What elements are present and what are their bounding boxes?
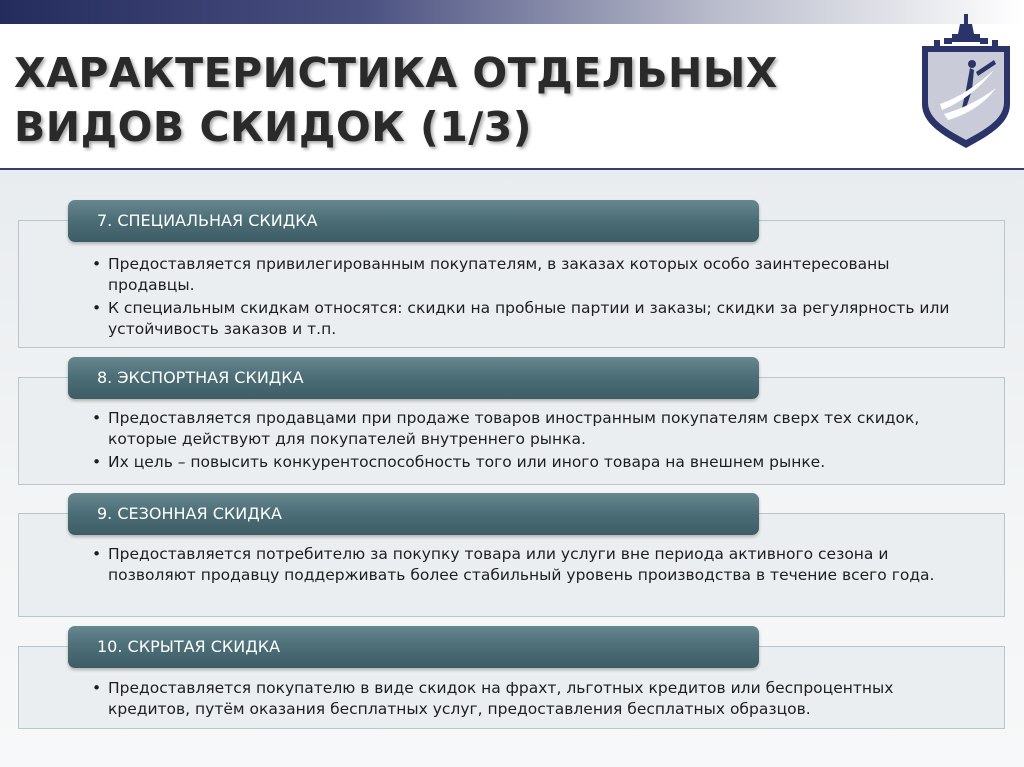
bullet-icon: • <box>92 679 102 697</box>
section-heading-hidden-discount: 10. СКРЫТАЯ СКИДКА <box>68 626 759 668</box>
list-item <box>92 452 972 473</box>
section-heading-special-discount: 7. СПЕЦИАЛЬНАЯ СКИДКА <box>68 200 759 242</box>
bullet-icon: • <box>92 409 102 427</box>
bullet-icon: • <box>92 255 102 273</box>
page-title <box>14 46 778 154</box>
section-heading-export-discount: 8. ЭКСПОРТНАЯ СКИДКА <box>68 357 759 399</box>
bullet-list-seasonal-discount <box>92 544 972 588</box>
bullet-text: Предоставляется покупателю в виде скидок на фрахт, льготных кредитов или беспроцентных кредитов, путём оказания бесплатных услуг, предоставления бесплатных образцов. <box>108 679 894 718</box>
section-heading-seasonal-discount: 9. СЕЗОННАЯ СКИДКА <box>68 493 759 535</box>
university-shield-icon <box>914 12 1018 152</box>
bullet-icon: • <box>92 453 102 471</box>
page-title-line-2: ВИДОВ СКИДОК (1/3) <box>14 103 533 151</box>
list-item <box>92 254 972 296</box>
list-item <box>92 544 972 586</box>
bullet-list-export-discount <box>92 408 972 475</box>
top-gradient-stripe <box>0 0 1024 24</box>
page-title-line-1: ХАРАКТЕРИСТИКА ОТДЕЛЬНЫХ <box>14 49 778 97</box>
bullet-text: К специальным скидкам относятся: скидки на пробные партии и заказы; скидки за регулярность или устойчивость заказов и т.п. <box>108 299 950 338</box>
bullet-text: Предоставляется потребителю за покупку товара или услуги вне периода активного сезона и позволяют продавцу поддерживать более стабильный уровень производства в течение всего года. <box>108 545 935 584</box>
bullet-text: Их цель – повысить конкурентоспособность того или иного товара на внешнем рынке. <box>108 453 826 471</box>
bullet-text: Предоставляется продавцами при продаже товаров иностранным покупателям сверх тех скидок, которые действуют для покупателей внутреннего рынка. <box>108 409 920 448</box>
slide-header <box>0 24 1024 169</box>
bullet-list-special-discount <box>92 254 972 342</box>
list-item <box>92 408 972 450</box>
bullet-icon: • <box>92 299 102 317</box>
bullet-icon: • <box>92 545 102 563</box>
list-item <box>92 678 972 720</box>
bullet-text: Предоставляется привилегированным покупателям, в заказах которых особо заинтересованы продавцы. <box>108 255 890 294</box>
bullet-list-hidden-discount <box>92 678 972 722</box>
list-item <box>92 298 972 340</box>
